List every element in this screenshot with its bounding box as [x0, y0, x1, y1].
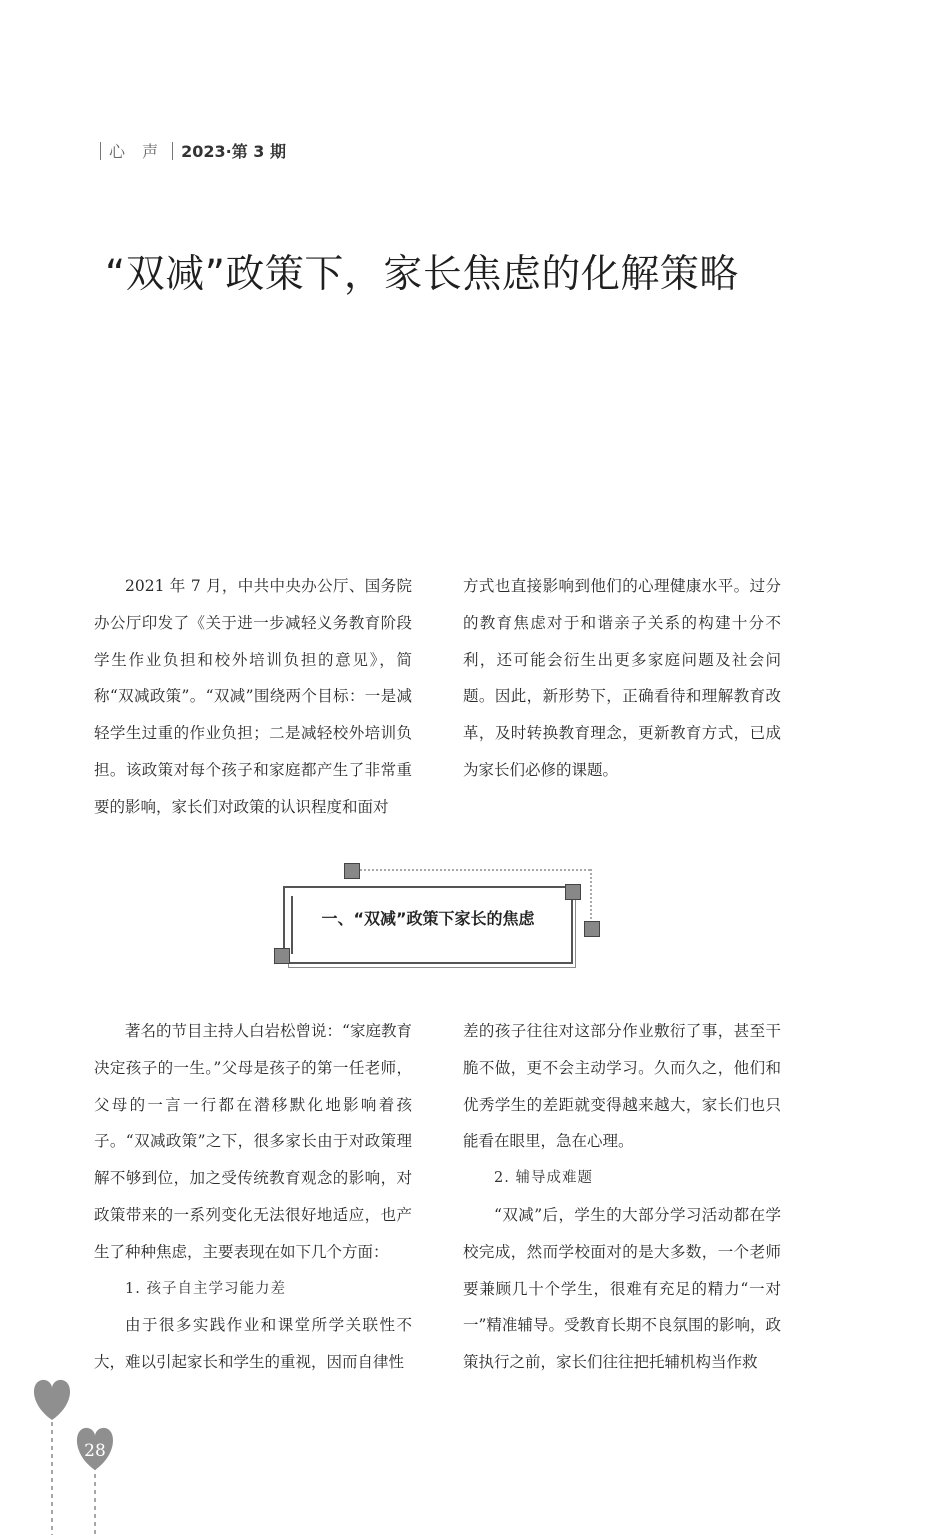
section-heading: 一、“双减”政策下家长的焦虑 [321, 909, 535, 928]
section-heading-box [270, 858, 610, 968]
subheading: 2. 辅导成难题 [494, 1170, 593, 1187]
section-paragraph: 由于很多实践作业和课堂所学关联性不大，难以引起家长和学生的重视，因而自律性 [94, 1316, 412, 1372]
corner-square [344, 863, 360, 879]
header-divider [100, 142, 101, 160]
dotted-line [356, 869, 590, 871]
corner-square [584, 921, 600, 937]
intro-column-right [463, 568, 781, 789]
intro-column-left [94, 568, 412, 826]
section-paragraph: 著名的节目主持人白岩松曾说：“家庭教育决定孩子的一生。”父母是孩子的第一任老师，父母的一言一行都在潜移默化地影响着孩子。“双减政策”之下，很多家长由于对政策理解不够到位，加之受传统教育观念的影响，对政策带来的一系列变化无法很好地适应，也产生了种种焦虑，主要表现在如下几个方面： [94, 1022, 412, 1261]
header-divider [172, 142, 173, 160]
article-title: “双减”政策下，家长焦虑的化解策略 [105, 252, 739, 297]
page-number: 28 [84, 1441, 106, 1461]
section-paragraph-cont: 差的孩子往往对这部分作业敷衍了事，甚至干脆不做，更不会主动学习。久而久之，他们和优秀学生的差距就变得越来越大，家长们也只能看在眼里，急在心理。 [463, 1022, 781, 1151]
section-column-left [94, 1013, 412, 1381]
intro-paragraph: 2021 年 7 月，中共中央办公厅、国务院办公厅印发了《关于进一步减轻义务教育阶段学生作业负担和校外培训负担的意见》，简称“双减政策”。“双减”围绕两个目标：一是减轻学生过重的作业负担；二是减轻校外培训负担。该政策对每个孩子和家庭都产生了非常重要的影响，家长们对政策的认识程度和面对 [94, 577, 412, 816]
column-name: 心 声 [109, 142, 165, 161]
section-column-right [463, 1013, 781, 1381]
issue-label: 2023·第 3 期 [181, 142, 286, 161]
dotted-line [590, 869, 592, 923]
corner-square [274, 948, 290, 964]
heart-icon [34, 1380, 70, 1420]
running-header [92, 139, 286, 162]
corner-square [565, 884, 581, 900]
subheading: 1. 孩子自主学习能力差 [125, 1280, 286, 1297]
intro-paragraph-cont: 方式也直接影响到他们的心理健康水平。过分的教育焦虑对于和谐亲子关系的构建十分不利，还可能会衍生出更多家庭问题及社会问题。因此，新形势下，正确看待和理解教育改革，及时转换教育理念，更新教育方式，已成为家长们必修的课题。 [463, 577, 781, 779]
heart-decoration [0, 1370, 140, 1535]
section-paragraph: “双减”后，学生的大部分学习活动都在学校完成，然而学校面对的是大多数，一个老师要兼顾几十个学生，很难有充足的精力“一对一”精准辅导。受教育长期不良氛围的影响，政策执行之前，家长们往往把托辅机构当作救 [463, 1205, 781, 1372]
